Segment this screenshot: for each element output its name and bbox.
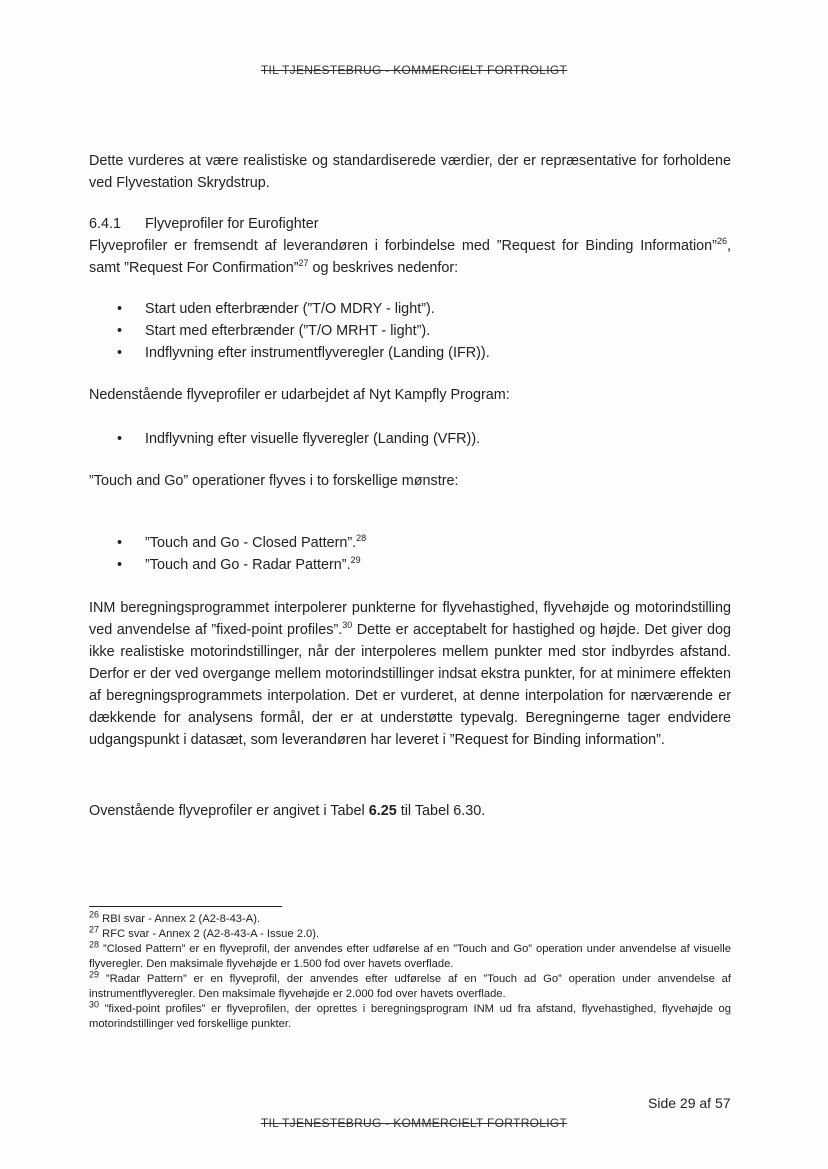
table-ref-bold: 6.25 [368,803,397,819]
bullet-icon: • [117,535,123,551]
bullet-icon: • [117,301,123,317]
list-item [89,532,731,554]
list-item [89,298,731,320]
table-reference-paragraph [89,800,731,822]
inm-paragraph [89,597,731,751]
footnote-text: RBI svar - Annex 2 (A2-8-43-A). [99,913,261,925]
footer-classification: TIL TJENESTEBRUG - KOMMERCIELT FORTROLIGT [260,1116,568,1130]
touch-and-go-intro: ”Touch and Go” operationer flyves i to forskellige mønstre: [89,473,459,489]
bullet-icon: • [117,345,123,361]
footnote [89,909,731,927]
section-heading [89,213,319,235]
text-run: INM beregningsprogrammet interpolerer punkterne for flyvehastighed, flyvehøjde og motorindstilling ved anvendelse af ”fixed-point profiles”. [89,600,731,638]
supplier-profiles-list [89,298,731,364]
text-run: , samt ”Request For Confirmation” [89,238,731,276]
text-run: Flyveprofiler er fremsendt af leverandøren i forbindelse med ”Request for Binding Information” [89,238,717,254]
footnote [89,924,731,942]
list-item-text: ”Touch and Go - Closed Pattern”. [145,535,357,551]
text-run: Ovenstående flyveprofiler er angivet i Tabel [89,803,369,819]
section-title: Flyveprofiler for Eurofighter [145,216,319,232]
footnote-number: 30 [89,999,100,1010]
text-run: til Tabel 6.30. [396,803,486,819]
footnote-number: 27 [89,924,100,935]
bullet-icon: • [117,557,123,573]
footnote-ref: 30 [342,620,353,631]
footnote-text: ”fixed-point profiles” er flyveprofilen, der oprettes i beregningsprogram INM ud fra afstand, flyvehastighed, flyvehøjde og motorindstillinger ved forskellige punkter. [89,1003,731,1030]
list-item-text: Indflyvning efter visuelle flyveregler (Landing (VFR)). [145,431,481,447]
footnote-separator [89,906,282,907]
list-item [89,554,731,576]
section-number: 6.4.1 [89,216,122,232]
list-item-text: ”Touch and Go - Radar Pattern”. [145,557,351,573]
bullet-icon: • [117,323,123,339]
nkp-intro-paragraph: Nedenstående flyveprofiler er udarbejdet af Nyt Kampfly Program: [89,387,510,403]
footnote-text: ”Closed Pattern” er en flyveprofil, der anvendes efter udførelse af en ”Touch and Go” operation under anvendelse af visuelle flyveregler. Den maksimale flyvehøjde er 1.500 fod over havets overflade. [89,943,731,970]
text-run: og beskrives nedenfor: [308,260,459,276]
list-item [89,320,731,342]
footnote-number: 28 [89,939,100,950]
footnote [89,939,731,972]
footnote-text: ”Radar Pattern” er en flyveprofil, der anvendes efter udførelse af en ”Touch ad Go” operation under anvendelse af instrumentflyveregler. Den maksimale flyvehøjde er 2.000 fod over havets overflade. [89,973,731,1000]
footnote-ref: 28 [356,533,367,544]
intro-paragraph: Dette vurderes at være realistiske og standardiserede værdier, der er repræsentative for forholdene ved Flyvestation Skrydstrup. [89,153,731,191]
footnote-number: 29 [89,969,100,980]
list-item-text: Indflyvning efter instrumentflyveregler (Landing (IFR)). [145,345,490,361]
list-item-text: Start med efterbrænder (”T/O MRHT - light”). [145,323,431,339]
footnote-number: 26 [89,909,100,920]
touch-and-go-list [89,532,731,576]
footnote [89,999,731,1032]
footnote [89,969,731,1002]
footnotes [89,909,731,1032]
footnote-text: RFC svar - Annex 2 (A2-8-43-A - Issue 2.0). [99,928,320,940]
footnote-ref: 27 [298,258,309,269]
footnote-ref: 29 [350,555,361,566]
header-classification: TIL TJENESTEBRUG - KOMMERCIELT FORTROLIGT [260,63,568,77]
list-item [89,428,731,450]
page-number: Side 29 af 57 [648,1095,731,1111]
bullet-icon: • [117,431,123,447]
list-item [89,342,731,364]
list-item-text: Start uden efterbrænder (”T/O MDRY - light”). [145,301,435,317]
nkp-profiles-list [89,428,731,450]
text-run: Dette er acceptabelt for hastighed og højde. Det giver dog ikke realistiske motorindstillinger, når der interpoleres mellem punkter med stor indbyrdes afstand. Derfor er der ved overgange mellem motorindstillinger indsat ekstra punkter, for at minimere effekten af beregningsprogrammets interpolation. Det er vurderet, at denne interpolation for nærværende er dækkende for analysens formål, der er at understøtte typevalg. Beregningerne tager endvidere udgangspunkt i datasæt, som leverandøren har leveret i ”Request for Binding information”. [89,622,731,748]
profiles-intro-paragraph [89,235,731,279]
footnote-ref: 26 [716,236,727,247]
